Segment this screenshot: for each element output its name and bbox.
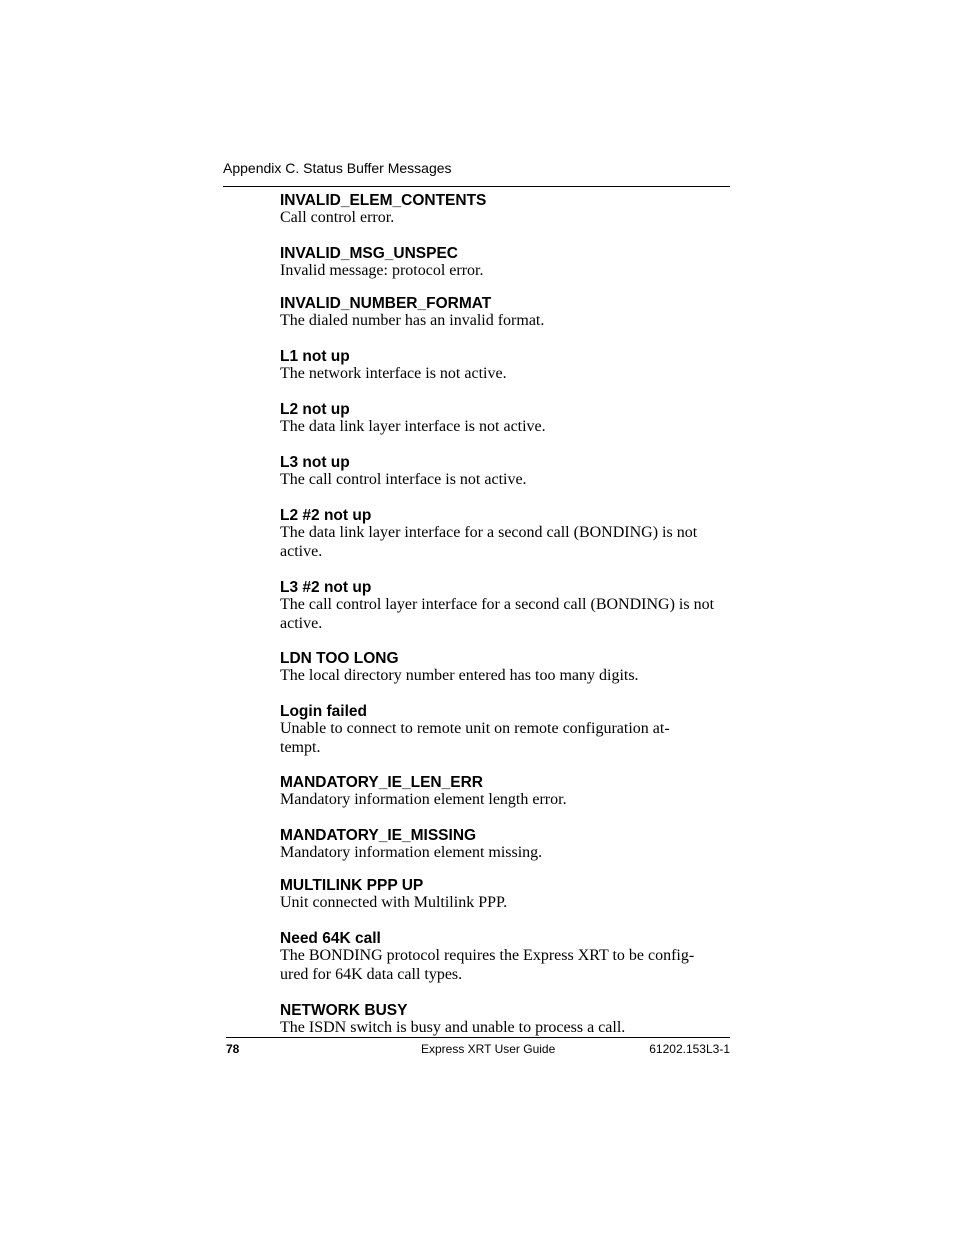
message-term: MULTILINK PPP UP xyxy=(280,877,424,894)
message-description-cont: tempt. xyxy=(280,738,321,756)
message-term: MANDATORY_IE_LEN_ERR xyxy=(280,774,483,791)
message-description: The data link layer interface is not active. xyxy=(280,418,546,435)
message-term: MANDATORY_IE_MISSING xyxy=(280,827,477,844)
message-description: The network interface is not active. xyxy=(280,365,507,382)
message-description: The call control layer interface for a second call (BONDING) is not xyxy=(280,596,715,613)
message-description-cont: ured for 64K data call types. xyxy=(280,965,463,983)
message-description-cont: active. xyxy=(280,542,323,560)
message-entry xyxy=(280,454,730,490)
message-description: The call control interface is not active. xyxy=(280,471,527,488)
message-term: L2 not up xyxy=(280,401,350,418)
message-term: Login failed xyxy=(280,703,367,720)
message-entry xyxy=(280,930,730,984)
message-term: L3 #2 not up xyxy=(280,579,372,596)
message-term: INVALID_MSG_UNSPEC xyxy=(280,245,458,262)
message-entry xyxy=(280,192,730,228)
message-entry xyxy=(280,401,730,437)
message-description: The data link layer interface for a second call (BONDING) is not xyxy=(280,524,698,541)
message-entry xyxy=(280,245,730,281)
message-description-cont: active. xyxy=(280,614,323,632)
message-description: Call control error. xyxy=(280,209,395,226)
message-term: L2 #2 not up xyxy=(280,507,372,524)
message-entry xyxy=(280,650,730,686)
message-entry xyxy=(280,295,730,331)
message-description: Invalid message: protocol error. xyxy=(280,262,484,279)
message-description: Unit connected with Multilink PPP. xyxy=(280,894,508,911)
message-entry xyxy=(280,877,730,913)
message-description: Mandatory information element length error. xyxy=(280,791,567,808)
message-term: INVALID_NUMBER_FORMAT xyxy=(280,295,492,312)
footer-rule xyxy=(226,1037,730,1038)
footer-doc-number: 61202.153L3-1 xyxy=(649,1042,730,1056)
message-description: The local directory number entered has too many digits. xyxy=(280,667,639,684)
message-term: Need 64K call xyxy=(280,930,381,947)
message-entry xyxy=(280,774,730,810)
message-entry xyxy=(280,827,730,863)
footer-guide-title: Express XRT User Guide xyxy=(421,1042,556,1056)
message-description: The BONDING protocol requires the Express XRT to be config- xyxy=(280,947,695,964)
message-description: The ISDN switch is busy and unable to process a call. xyxy=(280,1019,626,1036)
message-term: L3 not up xyxy=(280,454,350,471)
message-entry xyxy=(280,703,730,757)
message-term: INVALID_ELEM_CONTENTS xyxy=(280,192,487,209)
message-description: Mandatory information element missing. xyxy=(280,844,543,861)
header-rule xyxy=(223,186,730,187)
message-entry xyxy=(280,507,730,561)
message-entry xyxy=(280,348,730,384)
message-entry xyxy=(280,1002,730,1038)
running-header: Appendix C. Status Buffer Messages xyxy=(223,160,452,176)
message-term: LDN TOO LONG xyxy=(280,650,399,667)
message-entry xyxy=(280,579,730,633)
message-description: The dialed number has an invalid format. xyxy=(280,312,545,329)
message-description: Unable to connect to remote unit on remote configuration at- xyxy=(280,720,670,737)
message-term: NETWORK BUSY xyxy=(280,1002,408,1019)
message-term: L1 not up xyxy=(280,348,350,365)
page-number: 78 xyxy=(226,1042,240,1056)
